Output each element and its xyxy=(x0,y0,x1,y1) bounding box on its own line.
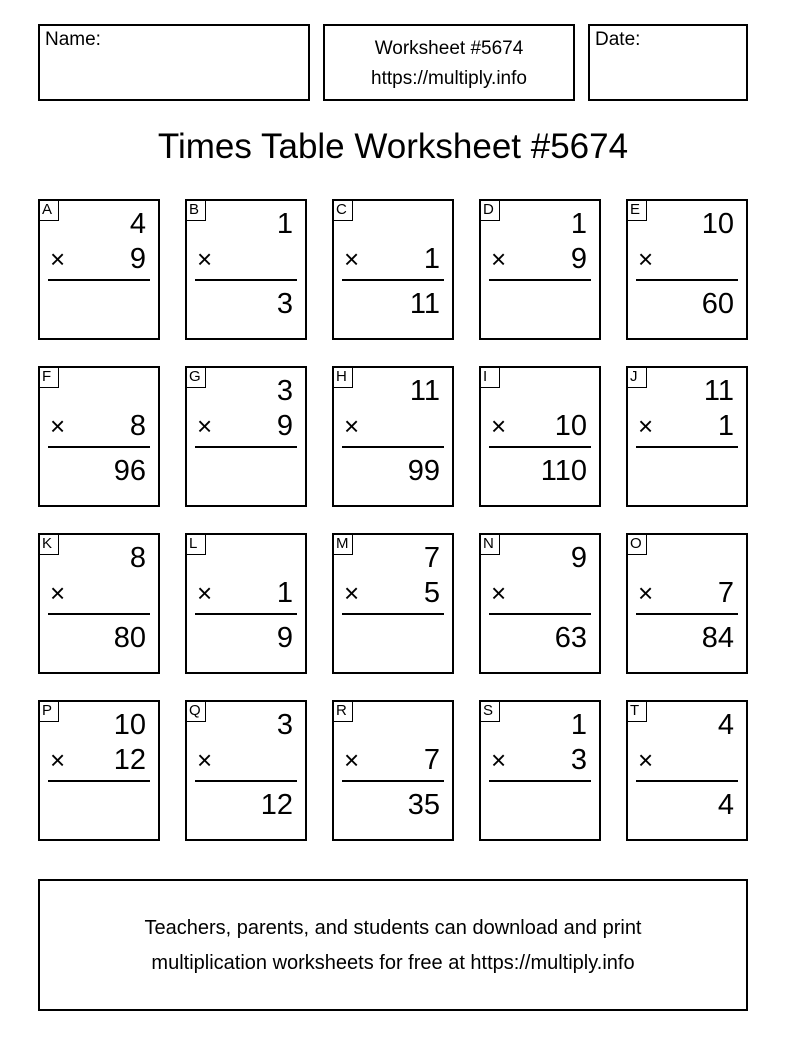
problem-letter: E xyxy=(627,200,647,221)
problem-answer: 60 xyxy=(701,288,734,320)
problem-bottom-factor: 9 xyxy=(129,243,146,275)
problem-top-factor: 9 xyxy=(570,542,587,574)
problem-letter: Q xyxy=(186,701,206,722)
problem-bottom-factor: 8 xyxy=(129,410,146,442)
problem-letter: P xyxy=(39,701,59,722)
answer-rule xyxy=(195,446,297,448)
problem-card xyxy=(479,199,601,340)
answer-rule xyxy=(342,780,444,782)
answer-rule xyxy=(48,780,150,782)
problem-answer: 12 xyxy=(260,789,293,821)
problem-bottom-factor: 10 xyxy=(554,410,587,442)
times-sign: × xyxy=(197,244,213,274)
problem-card xyxy=(38,700,160,841)
problem-answer: 3 xyxy=(276,288,293,320)
problem-bottom-factor: 1 xyxy=(276,577,293,609)
problem-answer: 96 xyxy=(113,455,146,487)
problem-top-factor: 1 xyxy=(276,208,293,240)
times-sign: × xyxy=(344,244,360,274)
problem-card xyxy=(626,533,748,674)
footer-box xyxy=(38,879,748,1011)
times-sign: × xyxy=(638,411,654,441)
answer-rule xyxy=(342,279,444,281)
problem-letter: B xyxy=(186,200,206,221)
problem-card xyxy=(332,199,454,340)
problem-card xyxy=(332,700,454,841)
times-sign: × xyxy=(491,244,507,274)
footer-line-1: Teachers, parents, and students can download and print xyxy=(144,917,642,939)
problem-card xyxy=(479,533,601,674)
times-sign: × xyxy=(638,578,654,608)
problem-answer: 99 xyxy=(407,455,440,487)
times-sign: × xyxy=(197,745,213,775)
times-sign: × xyxy=(491,411,507,441)
problem-answer: 63 xyxy=(554,622,587,654)
problem-bottom-factor: 7 xyxy=(423,744,440,776)
worksheet-info-box xyxy=(323,24,575,101)
problem-top-factor: 11 xyxy=(409,375,440,407)
times-sign: × xyxy=(197,578,213,608)
problem-letter: T xyxy=(627,701,647,722)
problem-top-factor: 8 xyxy=(129,542,146,574)
problem-top-factor: 7 xyxy=(423,542,440,574)
problem-bottom-factor: 1 xyxy=(717,410,734,442)
times-sign: × xyxy=(50,244,66,274)
answer-rule xyxy=(636,780,738,782)
problem-bottom-factor: 12 xyxy=(113,744,146,776)
problem-letter: N xyxy=(480,534,500,555)
problem-answer: 11 xyxy=(409,288,440,320)
problem-top-factor: 1 xyxy=(570,208,587,240)
times-sign: × xyxy=(50,578,66,608)
problem-letter: S xyxy=(480,701,500,722)
times-sign: × xyxy=(344,411,360,441)
problem-letter: M xyxy=(333,534,353,555)
answer-rule xyxy=(489,613,591,615)
problem-card xyxy=(185,366,307,507)
times-sign: × xyxy=(491,578,507,608)
problem-top-factor: 3 xyxy=(276,375,293,407)
problem-top-factor: 4 xyxy=(129,208,146,240)
times-sign: × xyxy=(50,745,66,775)
times-sign: × xyxy=(638,244,654,274)
problem-card xyxy=(479,366,601,507)
problem-letter: D xyxy=(480,200,500,221)
answer-rule xyxy=(489,446,591,448)
answer-rule xyxy=(636,446,738,448)
problem-card xyxy=(185,533,307,674)
date-label: Date: xyxy=(595,29,641,50)
problem-letter: K xyxy=(39,534,59,555)
times-sign: × xyxy=(344,745,360,775)
times-sign: × xyxy=(197,411,213,441)
site-url: https://multiply.info xyxy=(371,68,527,89)
problem-answer: 35 xyxy=(407,789,440,821)
problem-letter: C xyxy=(333,200,353,221)
problem-card xyxy=(479,700,601,841)
answer-rule xyxy=(195,780,297,782)
times-sign: × xyxy=(344,578,360,608)
problem-letter: L xyxy=(186,534,206,555)
problem-answer: 84 xyxy=(701,622,734,654)
problem-card xyxy=(332,366,454,507)
answer-rule xyxy=(489,780,591,782)
problem-letter: R xyxy=(333,701,353,722)
answer-rule xyxy=(489,279,591,281)
footer-line-2: multiplication worksheets for free at https://multiply.info xyxy=(151,952,635,974)
problem-answer: 110 xyxy=(540,455,587,487)
problem-card xyxy=(38,366,160,507)
problem-bottom-factor: 9 xyxy=(570,243,587,275)
problem-card xyxy=(38,199,160,340)
name-box xyxy=(38,24,310,101)
problem-card xyxy=(626,700,748,841)
answer-rule xyxy=(342,613,444,615)
answer-rule xyxy=(195,613,297,615)
problem-top-factor: 10 xyxy=(701,208,734,240)
problem-card xyxy=(38,533,160,674)
problem-answer: 9 xyxy=(276,622,293,654)
date-box xyxy=(588,24,748,101)
problem-bottom-factor: 1 xyxy=(423,243,440,275)
problem-letter: H xyxy=(333,367,353,388)
name-label: Name: xyxy=(45,29,101,50)
problem-card xyxy=(185,199,307,340)
problem-top-factor: 11 xyxy=(703,375,734,407)
problem-card xyxy=(626,366,748,507)
problem-bottom-factor: 3 xyxy=(570,744,587,776)
page-title: Times Table Worksheet #5674 xyxy=(157,127,629,166)
answer-rule xyxy=(48,613,150,615)
problem-top-factor: 10 xyxy=(113,709,146,741)
answer-rule xyxy=(195,279,297,281)
problem-bottom-factor: 7 xyxy=(717,577,734,609)
problem-top-factor: 4 xyxy=(717,709,734,741)
problem-letter: J xyxy=(627,367,647,388)
answer-rule xyxy=(636,279,738,281)
problem-letter: A xyxy=(39,200,59,221)
answer-rule xyxy=(636,613,738,615)
problem-letter: F xyxy=(39,367,59,388)
problem-bottom-factor: 5 xyxy=(423,577,440,609)
problem-answer: 80 xyxy=(113,622,146,654)
times-sign: × xyxy=(491,745,507,775)
times-sign: × xyxy=(638,745,654,775)
problem-top-factor: 3 xyxy=(276,709,293,741)
problem-letter: G xyxy=(186,367,206,388)
worksheet-id: Worksheet #5674 xyxy=(374,38,524,59)
problem-bottom-factor: 9 xyxy=(276,410,293,442)
problem-top-factor: 1 xyxy=(570,709,587,741)
problem-answer: 4 xyxy=(717,789,734,821)
problem-letter: I xyxy=(480,367,500,388)
answer-rule xyxy=(48,279,150,281)
problem-letter: O xyxy=(627,534,647,555)
problem-card xyxy=(332,533,454,674)
times-sign: × xyxy=(50,411,66,441)
problem-card xyxy=(185,700,307,841)
answer-rule xyxy=(48,446,150,448)
problem-card xyxy=(626,199,748,340)
answer-rule xyxy=(342,446,444,448)
